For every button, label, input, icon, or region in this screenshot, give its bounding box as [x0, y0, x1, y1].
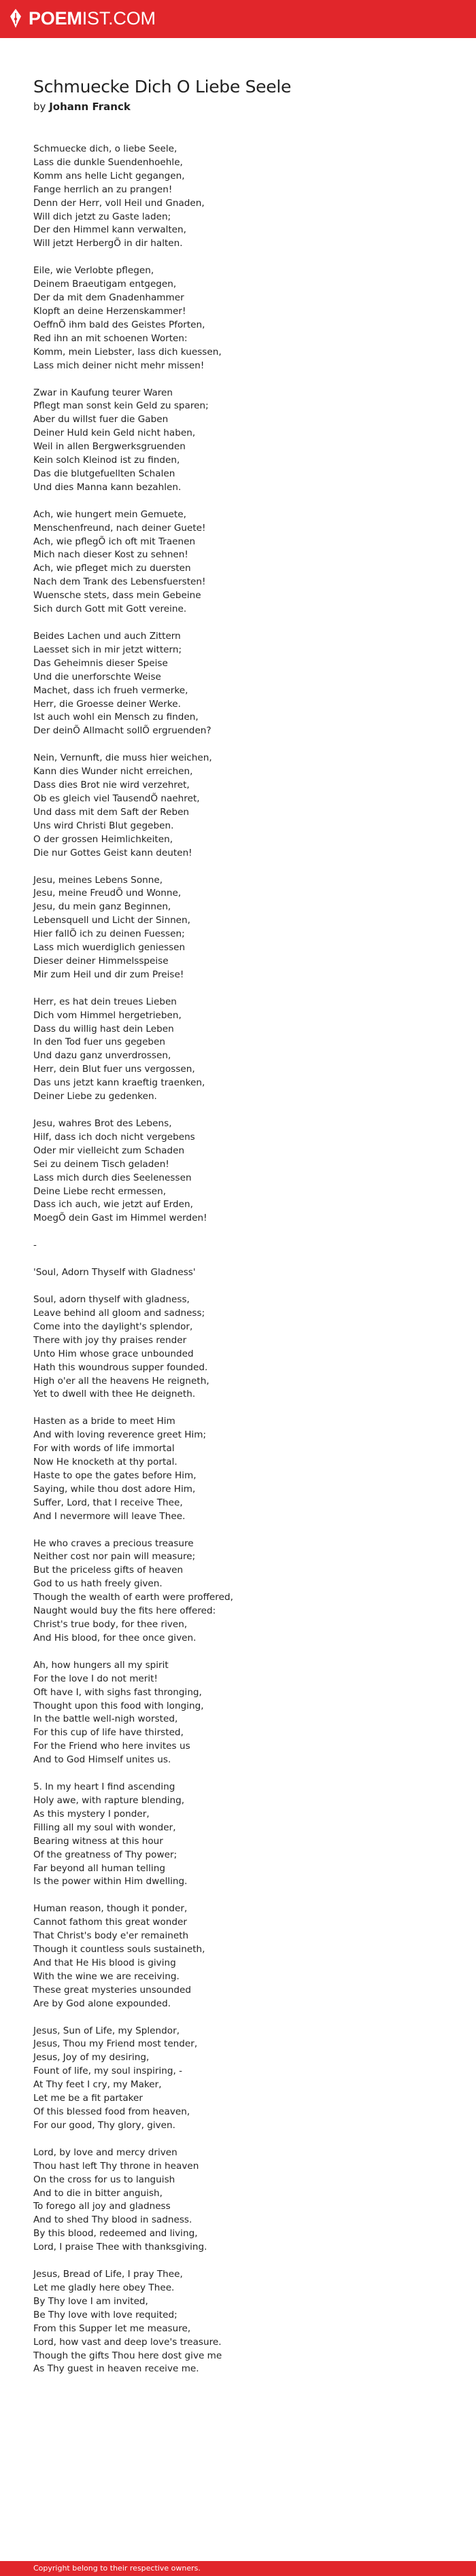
poem-line: Red ihn an mit schoenen Worten: — [33, 332, 188, 344]
poem-line: Dass du willig hast dein Leben — [33, 1023, 174, 1034]
poem-line: Hier fallÕ ich zu deinen Fuessen; — [33, 928, 185, 940]
poem-line: In den Tod fuer uns gegeben — [33, 1037, 166, 1048]
poem-line: Jesus, Sun of Life, my Splendor, — [33, 2025, 180, 2036]
poem-line: And I nevermore will leave Thee. — [33, 1510, 186, 1522]
poem-line: Dass ich auch, wie jetzt auf Erden, — [33, 1199, 193, 1211]
poem-line: Oft have I, with sighs fast thronging, — [33, 1686, 202, 1698]
poem-line: And His blood, for thee once given. — [33, 1632, 197, 1643]
poem-line: Be Thy love with love requited; — [33, 2309, 177, 2320]
poem-line: For our good, Thy glory, given. — [33, 2119, 175, 2131]
author-link[interactable]: Johann Franck — [49, 101, 131, 113]
poem-line: Das uns jetzt kann kraeftig traenken, — [33, 1077, 205, 1089]
poem-stanza — [33, 1659, 441, 1767]
poem-line: Komm ans helle Licht gegangen, — [33, 170, 185, 181]
poem-line: Hath this woundrous supper founded. — [33, 1361, 208, 1373]
poem-line: Fount of life, my soul inspiring, - — [33, 2066, 183, 2077]
poem-line: For the Friend who here invites us — [33, 1741, 190, 1752]
poem-line: On the cross for us to languish — [33, 2174, 175, 2185]
poem-line: Hilf, dass ich doch nicht vergebens — [33, 1131, 195, 1143]
poem-line: Herr, es hat dein treues Lieben — [33, 996, 177, 1007]
poem-line: Aber du willst fuer die Gaben — [33, 414, 169, 425]
poem-line: Lass mich deiner nicht mehr missen! — [33, 360, 205, 371]
poem-line: Lord, I praise Thee with thanksgiving. — [33, 2242, 207, 2253]
poem-line: Ach, wie hungert mein Gemuete, — [33, 508, 186, 520]
poem-line: Und dazu ganz unverdrossen, — [33, 1050, 171, 1062]
poem-stanza — [33, 387, 441, 495]
logo-text-bold: POEM — [29, 8, 82, 29]
poem-line: And to shed Thy blood in sadness. — [33, 2214, 192, 2226]
copyright-text: Copyright belong to their respective owners. — [33, 2564, 201, 2573]
poem-line: Wuensche stets, dass mein Gebeine — [33, 590, 201, 602]
poem-line: Hasten as a bride to meet Him — [33, 1416, 175, 1427]
poem-line: Dass dies Brot nie wird verzehret, — [33, 780, 190, 791]
poem-line: Machet, dass ich frueh vermerke, — [33, 684, 188, 696]
logo-text — [29, 8, 156, 29]
poem-stanza — [33, 752, 441, 860]
poem-line: Mich nach dieser Kost zu sehnen! — [33, 549, 188, 561]
poem-line: For the love I do not merit! — [33, 1673, 158, 1684]
poem-line: Though it countless souls sustaineth, — [33, 1944, 205, 1955]
poem-line: Soul, adorn thyself with gladness, — [33, 1294, 190, 1306]
poem-line: Die nur Gottes Geist kann deuten! — [33, 847, 192, 858]
poem-stanza — [33, 2268, 441, 2376]
poem-stanza — [33, 1293, 441, 1402]
poem-line: Leave behind all gloom and sadness; — [33, 1307, 205, 1319]
poem-line: Das Geheimnis dieser Speise — [33, 657, 168, 669]
poem-stanza — [33, 1415, 441, 1523]
poem-stanza — [33, 1266, 441, 1280]
poem-line: High o'er all the heavens He reigneth, — [33, 1375, 209, 1387]
poem-stanza — [33, 143, 441, 251]
poem-line: And with loving reverence greet Him; — [33, 1429, 207, 1441]
poem-line: Kein solch Kleinod ist zu finden, — [33, 455, 180, 466]
poem-line: Ob es gleich viel TausendÕ naehret, — [33, 793, 200, 804]
poem-line: Deiner Huld kein Geld nicht haben, — [33, 428, 196, 439]
poem-line: Will dich jetzt zu Gaste laden; — [33, 211, 171, 222]
poem-line: 'Soul, Adorn Thyself with Gladness' — [33, 1267, 196, 1278]
poem-stanza — [33, 1117, 441, 1225]
poem-line: He who craves a precious treasure — [33, 1537, 194, 1549]
poem-line: And to die in bitter anguish, — [33, 2187, 163, 2199]
poem-line: Will jetzt HerbergÕ in dir halten. — [33, 238, 183, 249]
poem-line: Thought upon this food with longing, — [33, 1700, 204, 1711]
poem-line: Sei zu deinem Tisch geladen! — [33, 1158, 169, 1170]
poem-line: Haste to ope the gates before Him, — [33, 1469, 197, 1481]
poem-stanza — [33, 1902, 441, 2011]
poem-line: Unto Him whose grace unbounded — [33, 1348, 194, 1359]
poem-line: Jesu, meine FreudÕ und Wonne, — [33, 888, 182, 899]
poem-line: Jesus, Thou my Friend most tender, — [33, 2038, 198, 2050]
poem-stanza — [33, 2025, 441, 2133]
poem-line: Ah, how hungers all my spirit — [33, 1659, 169, 1671]
poem-line: Sich durch Gott mit Gott vereine. — [33, 604, 187, 615]
poem-line: Human reason, though it ponder, — [33, 1903, 188, 1915]
poem-line: Fange herrlich an zu prangen! — [33, 184, 173, 195]
poem-stanza — [33, 1537, 441, 1646]
poem-line: Lord, by love and mercy driven — [33, 2146, 177, 2158]
poem-line: Herr, die Groesse deiner Werke. — [33, 698, 181, 710]
poem-line: Der den Himmel kann verwalten, — [33, 224, 186, 236]
poem-line: Far beyond all human telling — [33, 1862, 165, 1874]
poem-line: By this blood, redeemed and living, — [33, 2228, 198, 2240]
poem-line: Thou hast left Thy throne in heaven — [33, 2160, 199, 2172]
poem-line: Komm, mein Liebster, lass dich kuessen, — [33, 346, 222, 358]
poem-line: MoegÕ dein Gast im Himmel werden! — [33, 1213, 207, 1224]
poem-line: Jesus, Joy of my desiring, — [33, 2052, 150, 2064]
poem-line: Dich vom Himmel hergetrieben, — [33, 1009, 182, 1021]
poem-line: Is the power within Him dwelling. — [33, 1876, 188, 1887]
poem-stanza — [33, 508, 441, 616]
poem-stanza — [33, 1781, 441, 1889]
poem-line: And to God Himself unites us. — [33, 1754, 171, 1766]
poem-line: Nach dem Trank des Lebensfuersten! — [33, 576, 206, 588]
poem-line: Deine Liebe recht ermessen, — [33, 1185, 167, 1197]
poem-line: Denn der Herr, voll Heil und Gnaden, — [33, 197, 205, 209]
poem-line: That Christ's body e'er remaineth — [33, 1930, 189, 1942]
poem-line: Mir zum Heil und dir zum Preise! — [33, 969, 184, 980]
poem-line: With the wine we are receiving. — [33, 1970, 180, 1982]
poem-line: Nein, Vernunft, die muss hier weichen, — [33, 752, 212, 764]
poem-line: OeffnÕ ihm bald des Geistes Pforten, — [33, 319, 205, 330]
poem-line: Der da mit dem Gnadenhammer — [33, 292, 184, 304]
poem-line: Zwar in Kaufung teurer Waren — [33, 387, 173, 398]
poem-stanza — [33, 1239, 441, 1253]
poem-line: For this cup of life have thirsted, — [33, 1727, 184, 1739]
by-label: by — [33, 101, 46, 113]
poem-line: Filling all my soul with wonder, — [33, 1822, 176, 1833]
poem-line: Oder mir vielleicht zum Schaden — [33, 1145, 185, 1156]
poem-line: Though the wealth of earth were proffered, — [33, 1592, 233, 1603]
poem-line: Lebensquell und Licht der Sinnen, — [33, 915, 190, 926]
poem-line: Und dies Manna kann bezahlen. — [33, 481, 182, 493]
poem-line: Lord, how vast and deep love's treasure. — [33, 2336, 222, 2348]
poem-byline — [33, 100, 441, 114]
poem-line: O der grossen Heimlichkeiten, — [33, 833, 173, 845]
poem-line: Holy awe, with rapture blending, — [33, 1794, 185, 1806]
poem-line: From this Supper let me measure, — [33, 2322, 191, 2334]
poem-line: Ist auch wohl ein Mensch zu finden, — [33, 712, 199, 723]
poem-line: Are by God alone expounded. — [33, 1998, 171, 2009]
poem-line: Naught would buy the fits here offered: — [33, 1605, 216, 1617]
poem-line: Jesu, meines Lebens Sonne, — [33, 874, 163, 886]
poem-line: For with words of life immortal — [33, 1443, 175, 1455]
poem-line: Come into the daylight's splendor, — [33, 1321, 193, 1332]
poem-line: Suffer, Lord, that I receive Thee, — [33, 1497, 183, 1508]
poem-line: Now He knocketh at thy portal. — [33, 1457, 177, 1468]
poem-line: Uns wird Christi Blut gegeben. — [33, 820, 174, 831]
poem-line: But the priceless gifts of heaven — [33, 1565, 184, 1576]
poem-line: Weil in allen Bergwerksgruenden — [33, 441, 186, 453]
poem-line: Yet to dwell with thee He deigneth. — [33, 1389, 196, 1400]
poem-line: Let me be a fit partaker — [33, 2093, 143, 2104]
poem-line: 5. In my heart I find ascending — [33, 1781, 175, 1793]
poem-line: Saying, while thou dost adore Him, — [33, 1483, 196, 1495]
poem-line: There with joy thy praises render — [33, 1334, 187, 1346]
poem-line: Jesus, Bread of Life, I pray Thee, — [33, 2269, 183, 2280]
poem-line: Christ's true body, for thee riven, — [33, 1619, 188, 1630]
poem-line: As this mystery I ponder, — [33, 1808, 150, 1820]
poem-line: Jesu, du mein ganz Beginnen, — [33, 901, 171, 913]
poem-line: Though the gifts Thou here dost give me — [33, 2350, 222, 2361]
poem-line: Ach, wie pflegÕ ich oft mit Traenen — [33, 536, 196, 547]
poem-line: Das die blutgefuellten Schalen — [33, 468, 175, 479]
poem-line: Let me gladly here obey Thee. — [33, 2282, 175, 2293]
poem-stanza — [33, 874, 441, 982]
poem-line: Cannot fathom this great wonder — [33, 1917, 187, 1928]
poem-line: Schmuecke dich, o liebe Seele, — [33, 143, 177, 154]
poem-line: Eile, wie Verlobte pflegen, — [33, 265, 154, 277]
poem-line: Herr, dein Blut fuer uns vergossen, — [33, 1064, 195, 1075]
poem-stanza — [33, 630, 441, 738]
poem-line: Kann dies Wunder nicht erreichen, — [33, 766, 193, 778]
poem-line: Ach, wie pfleget mich zu duersten — [33, 563, 191, 574]
poem-line: Und dass mit dem Saft der Reben — [33, 806, 190, 818]
poem-stanza — [33, 2146, 441, 2255]
poem-line: God to us hath freely given. — [33, 1578, 163, 1590]
poem-stanza — [33, 264, 441, 372]
poem-line: Deiner Liebe zu gedenken. — [33, 1091, 157, 1102]
poem-line: - — [33, 1240, 37, 1251]
poem-line: Klopft an deine Herzenskammer! — [33, 305, 186, 317]
poem-line: Of the greatness of Thy power; — [33, 1849, 177, 1860]
poem-line: Und die unerforschte Weise — [33, 671, 161, 682]
poem-line: As Thy guest in heaven receive me. — [33, 2363, 199, 2375]
quill-icon — [8, 8, 23, 29]
poem-title: Schmuecke Dich O Liebe Seele — [33, 77, 292, 97]
poem-line: Lass mich wuerdiglich geniessen — [33, 942, 186, 954]
poem-body — [33, 143, 441, 2376]
poem-line: Of this blessed food from heaven, — [33, 2106, 190, 2117]
poem-line: Deinem Braeutigam entgegen, — [33, 279, 177, 290]
poem-article — [33, 76, 441, 2376]
poem-stanza — [33, 996, 441, 1104]
poem-line: These great mysteries unsounded — [33, 1984, 191, 1996]
poem-line: Lass die dunkle Suendenhoehle, — [33, 156, 183, 168]
poem-line: To forego all joy and gladness — [33, 2201, 171, 2212]
poem-line: At Thy feet I cry, my Maker, — [33, 2079, 162, 2091]
poem-line: Bearing witness at this hour — [33, 1835, 163, 1847]
poem-line: And that He His blood is giving — [33, 1957, 176, 1968]
poem-line: Der deinÕ Allmacht sollÕ ergruenden? — [33, 725, 211, 737]
poem-line: Jesu, wahres Brot des Lebens, — [33, 1118, 172, 1129]
site-header — [0, 0, 476, 38]
poem-line: Dieser deiner Himmelsspeise — [33, 955, 169, 967]
site-footer — [0, 2561, 476, 2576]
site-logo[interactable] — [8, 8, 156, 29]
poem-line: Pflegt man sonst kein Geld zu sparen; — [33, 400, 209, 412]
poem-line: Lass mich durch dies Seelenessen — [33, 1172, 192, 1183]
poem-line: Menschenfreund, nach deiner Guete! — [33, 522, 206, 534]
poem-line: Laesset sich in mir jetzt wittern; — [33, 644, 182, 655]
poem-line: Beides Lachen und auch Zittern — [33, 631, 181, 642]
poem-line: In the battle well-nigh worsted, — [33, 1713, 178, 1725]
poem-line: By Thy love I am invited, — [33, 2295, 148, 2307]
poem-line: Neither cost nor pain will measure; — [33, 1551, 196, 1563]
logo-text-light: IST.COM — [82, 8, 156, 29]
